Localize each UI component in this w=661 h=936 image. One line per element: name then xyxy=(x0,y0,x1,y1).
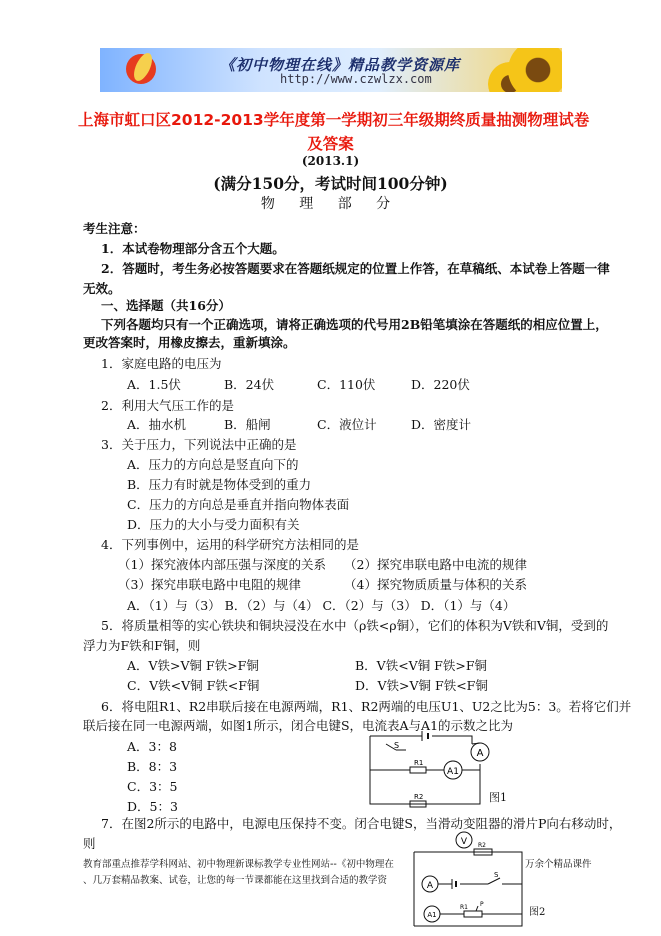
question-stem-cont: 联后接在同一电源两端，如图1所示，闭合电键S，电流表A与A1的示数之比为 xyxy=(83,718,514,733)
footer-ad-line: 教育部重点推荐学科网站、初中物理新课标教学专业性网站--《初中物理在 xyxy=(83,859,394,870)
option-c: C．110伏 xyxy=(317,377,376,392)
ammeter-a-label: A xyxy=(426,881,434,891)
footer-ad-line: 万余个精品课件 xyxy=(525,859,592,870)
option-d: D．5：3 xyxy=(127,799,178,814)
ammeter-a1-label: A1 xyxy=(447,767,459,777)
page-title-cont: 及答案 xyxy=(307,135,354,153)
question-stem-cont: 则 xyxy=(83,836,96,851)
section-title: 物 理 部 分 xyxy=(260,196,401,212)
figure-2-circuit xyxy=(408,826,538,930)
resistor-r1-label: R1 xyxy=(414,759,424,767)
slider-p-label: P xyxy=(480,901,484,908)
question-stem: 1．家庭电路的电压为 xyxy=(101,356,222,371)
q4-item: （1）探究液体内部压强与深度的关系 xyxy=(118,557,326,572)
option-c: C．3：5 xyxy=(127,779,178,794)
option-d: D．密度计 xyxy=(411,417,472,432)
question-stem: 5．将质量相等的实心铁块和铜块浸没在水中（ρ铁<ρ铜），它们的体积为V铁和V铜，受到的 xyxy=(101,618,609,633)
score-time: (满分150分，考试时间100分钟) xyxy=(213,174,448,193)
resistor-r2-label: R2 xyxy=(414,793,424,801)
ammeter-a1-label: A1 xyxy=(427,911,437,919)
part-heading: 一、选择题（共16分） xyxy=(101,298,231,313)
option-d: D．压力的大小与受力面积有关 xyxy=(127,517,300,532)
switch-s-label: S xyxy=(494,871,499,879)
sunflower-image xyxy=(508,48,562,92)
site-banner xyxy=(100,48,562,92)
notice-item: 1．本试卷物理部分含五个大题。 xyxy=(101,241,285,256)
page-title: 上海市虹口区2012-2013学年度第一学期初三年级期终质量抽测物理试卷 xyxy=(78,111,590,129)
site-logo xyxy=(126,54,156,84)
question-stem: 2．利用大气压工作的是 xyxy=(101,398,234,413)
notice-item: 无效。 xyxy=(83,281,121,296)
option-d: D．V铁>V铜 F铁<F铜 xyxy=(355,678,488,693)
option-b: B．8：3 xyxy=(127,759,178,774)
resistor-r2-label: R2 xyxy=(478,842,486,849)
switch-s-label: S xyxy=(394,741,400,750)
option-a: A．1.5伏 xyxy=(127,377,181,392)
exam-date: (2013.1) xyxy=(301,154,360,168)
question-stem: 3．关于压力，下列说法中正确的是 xyxy=(101,437,297,452)
option-d: D．220伏 xyxy=(411,377,470,392)
option-c: C．V铁<V铜 F铁<F铜 xyxy=(127,678,260,693)
figure-1-caption: 图1 xyxy=(489,791,507,804)
option-b: B．V铁<V铜 F铁>F铜 xyxy=(355,658,488,673)
option-c: C．液位计 xyxy=(317,417,377,432)
figure-2-caption: 图2 xyxy=(529,907,546,918)
part-instructions: 下列各题均只有一个正确选项，请将正确选项的代号用2B铅笔填涂在答题纸的相应位置上， xyxy=(101,317,608,332)
banner-title: 《初中物理在线》精品教学资源库 xyxy=(220,56,461,74)
option-a: A．压力的方向总是竖直向下的 xyxy=(127,457,299,472)
question-stem: 4．下列事例中，运用的科学研究方法相同的是 xyxy=(101,537,359,552)
question-stem: 6．将电阻R1、R2串联后接在电源两端，R1、R2两端的电压U1、U2之比为5：3。若将它们并 xyxy=(101,699,632,714)
footer-ad-line: 、几万套精品教案、试卷，让您的每一节课都能在这里找到合适的教学资 xyxy=(83,875,388,886)
notice-heading: 考生注意： xyxy=(83,221,146,236)
ammeter-a-label: A xyxy=(476,748,484,759)
option-a: A．抽水机 xyxy=(127,417,187,432)
option-a: A．3：8 xyxy=(127,739,177,754)
banner-url[interactable]: http://www.czwlzx.com xyxy=(280,72,432,86)
question-stem-cont: 浮力为F铁和F铜，则 xyxy=(83,638,201,653)
q4-item: （4）探究物质质量与体积的关系 xyxy=(344,577,527,592)
part-instructions: 更改答案时，用橡皮擦去，重新填涂。 xyxy=(83,335,296,350)
question-stem: 7．在图2所示的电路中，电源电压保持不变。闭合电键S，当滑动变阻器的滑片P向右移动时， xyxy=(101,816,622,831)
q4-item: （3）探究串联电路中电阻的规律 xyxy=(118,577,301,592)
q4-options: A．（1）与（3） B．（2）与（4） C．（2）与（3） D．（1）与（4） xyxy=(127,598,516,613)
notice-item: 2．答题时，考生务必按答题要求在答题纸规定的位置上作答，在草稿纸、本试卷上答题一律 xyxy=(101,261,610,276)
resistor-r1-label: R1 xyxy=(460,904,468,911)
option-c: C．压力的方向总是垂直并指向物体表面 xyxy=(127,497,350,512)
option-b: B．24伏 xyxy=(224,377,275,392)
voltmeter-v-label: V xyxy=(460,837,468,847)
option-a: A．V铁>V铜 F铁>F铜 xyxy=(127,658,259,673)
option-b: B．船闸 xyxy=(224,417,271,432)
option-b: B．压力有时就是物体受到的重力 xyxy=(127,477,312,492)
q4-item: （2）探究串联电路中电流的规律 xyxy=(344,557,527,572)
